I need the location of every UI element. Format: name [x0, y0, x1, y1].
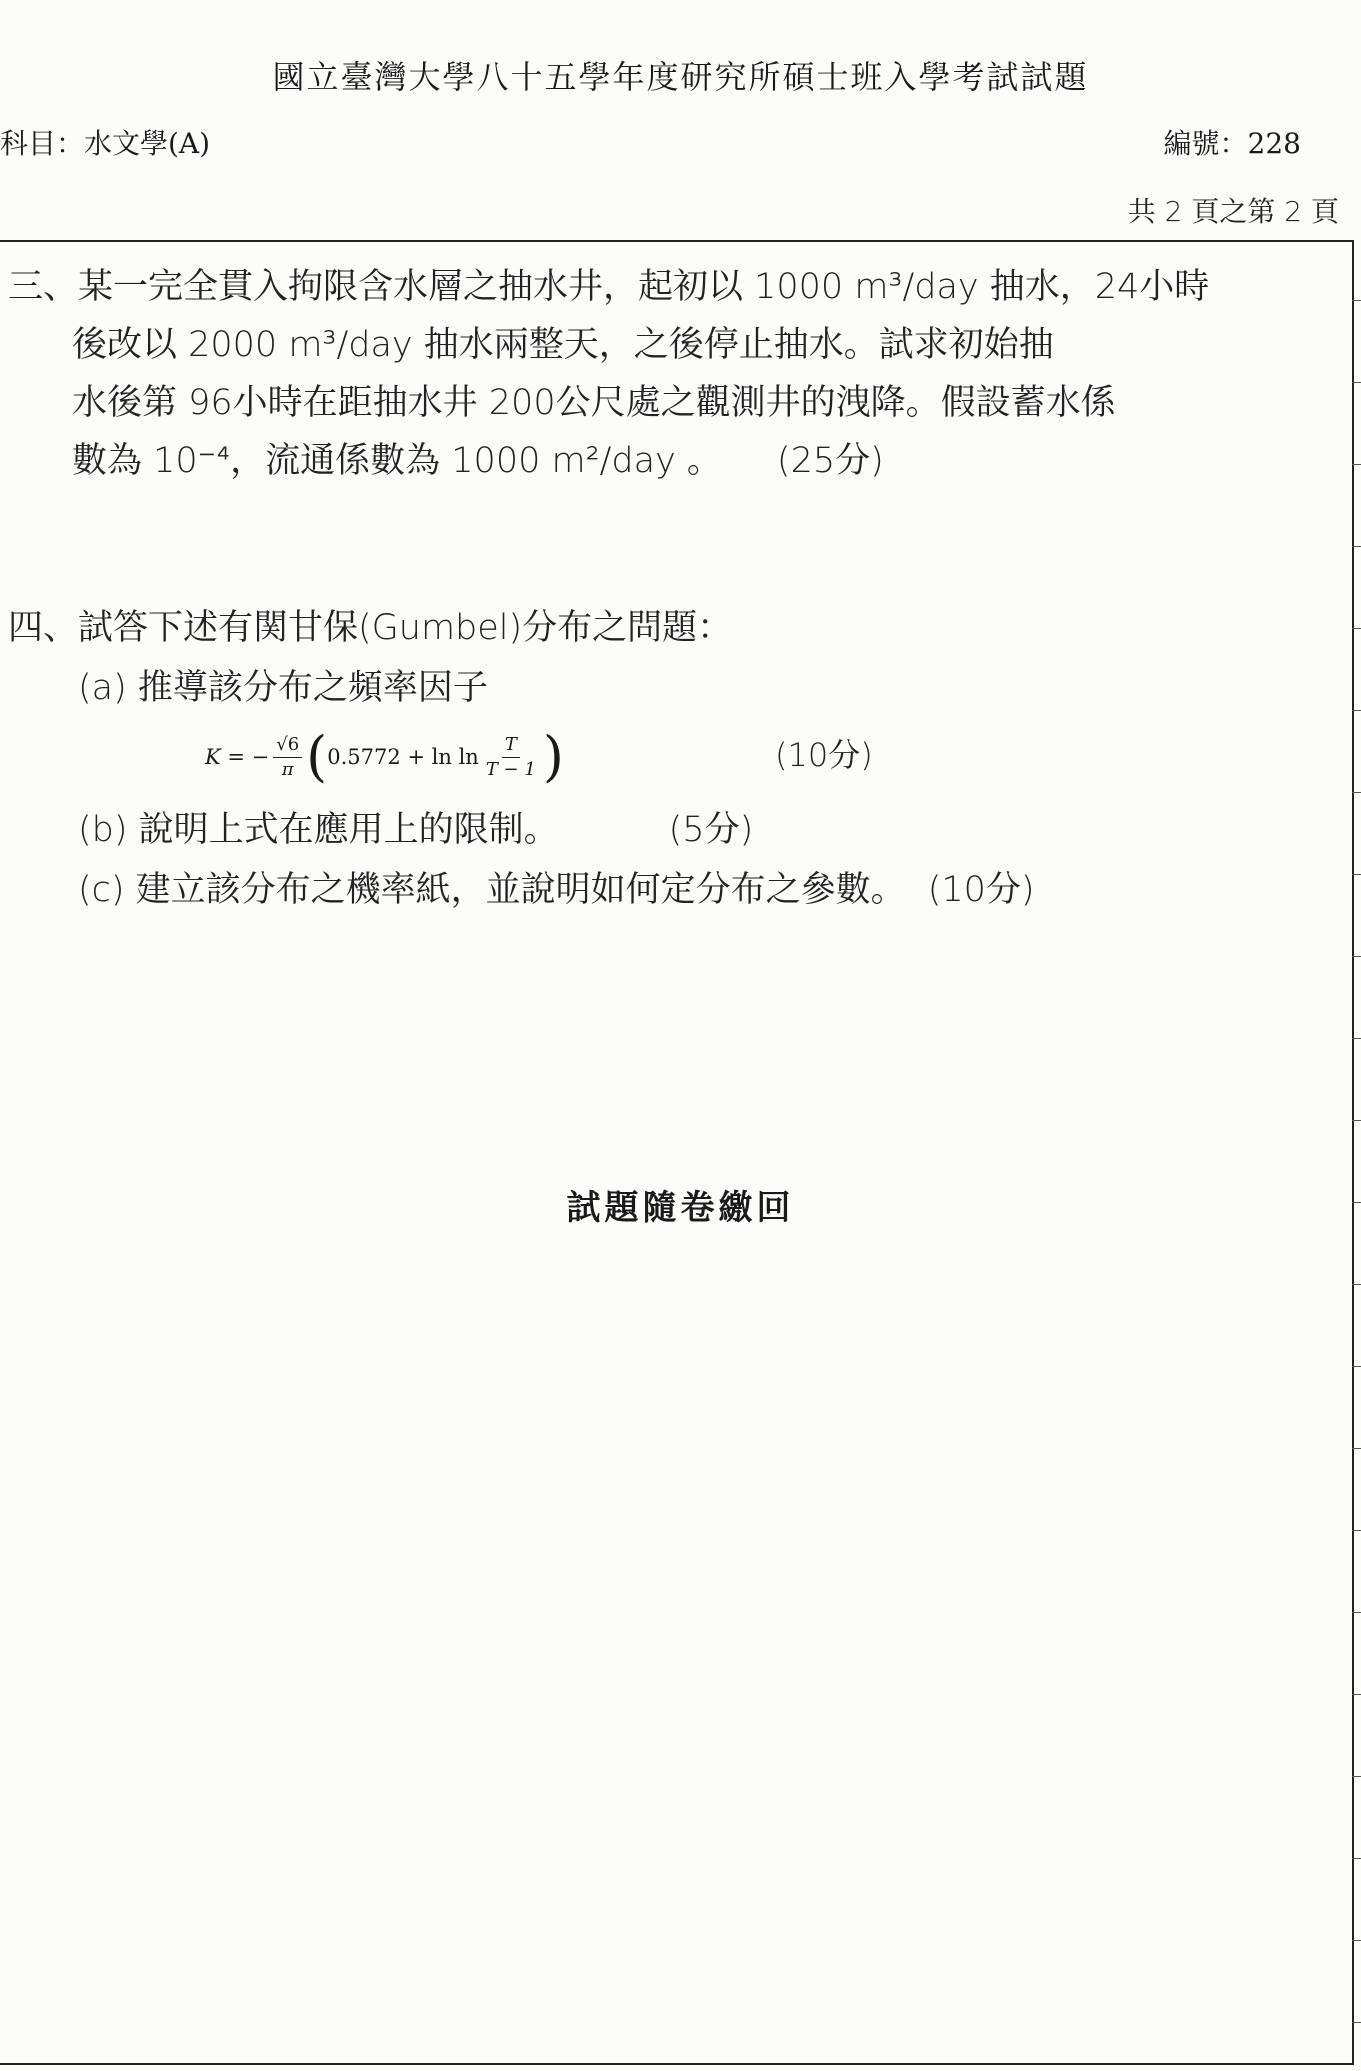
part-a-score: (10分) — [775, 736, 873, 774]
question-4 — [8, 598, 1328, 718]
exam-code: 編號：228 — [1163, 127, 1301, 160]
exam-title: 國立臺灣大學八十五學年度研究所碩士班入學考試試題 — [272, 58, 1089, 96]
part-c-text: (c) 建立該分布之機率紙，並說明如何定分布之參數。 — [78, 870, 906, 910]
formula-coefficient — [273, 733, 302, 782]
margin-tick — [1352, 874, 1361, 875]
formula-pi: π — [281, 758, 294, 780]
page-count: 共 2 頁之第 2 頁 — [1127, 195, 1339, 228]
margin-tick — [1352, 1694, 1361, 1695]
formula-constant: 0.5772 + ln ln — [327, 745, 479, 769]
part-b-text: (b) 說明上式在應用上的限制。 — [78, 810, 559, 850]
return-paper-note: 試題隨卷繳回 — [566, 1188, 795, 1228]
margin-tick — [1352, 382, 1361, 383]
margin-tick — [1352, 792, 1361, 793]
margin-tick — [1352, 1366, 1361, 1367]
formula-right-paren: ) — [542, 725, 564, 788]
formula-left-paren: ( — [306, 725, 328, 788]
margin-tick — [1352, 300, 1361, 301]
margin-tick — [1352, 1940, 1361, 1941]
margin-tick — [1352, 546, 1361, 547]
margin-tick — [1352, 1776, 1361, 1777]
question-4-part-c — [8, 860, 1328, 920]
margin-tick — [1352, 710, 1361, 711]
question-4-title: 四、試答下述有関甘保(Gumbel)分布之問題： — [8, 608, 733, 648]
gumbel-formula-row — [205, 712, 1205, 802]
question-3-line-4-text: 數為 10⁻⁴，流通係數為 1000 m²/day 。 — [72, 441, 722, 481]
gumbel-frequency-factor-formula — [205, 712, 564, 802]
formula-sqrt6: √6 — [273, 733, 302, 758]
part-b-score: (5分) — [668, 810, 754, 850]
question-4-parts-bc — [8, 800, 1328, 920]
question-3 — [8, 258, 1328, 490]
margin-tick — [1352, 1038, 1361, 1039]
question-3-line-4 — [8, 432, 1328, 490]
margin-tick — [1352, 1530, 1361, 1531]
question-3-line-2: 後改以 2000 m³/day 抽水兩整天，之後停止抽水。試求初始抽 — [72, 325, 1054, 365]
margin-tick — [1352, 1612, 1361, 1613]
question-3-score: (25分) — [776, 441, 884, 481]
formula-lhs: K = − — [205, 745, 270, 769]
question-3-line-1: 三、某一完全貫入拘限含水層之抽水井，起初以 1000 m³/day 抽水，24小時 — [8, 267, 1210, 307]
formula-T: T — [502, 733, 520, 758]
part-c-score: (10分) — [927, 870, 1035, 910]
answer-frame — [0, 240, 1354, 2065]
margin-tick — [1352, 1448, 1361, 1449]
margin-tick — [1352, 956, 1361, 957]
subject-label: 科目：水文學(A) — [0, 127, 211, 160]
margin-tick — [1352, 2022, 1361, 2023]
margin-tick — [1352, 628, 1361, 629]
question-3-line-3: 水後第 96小時在距抽水井 200公尺處之觀測井的洩降。假設蓄水係 — [72, 383, 1116, 423]
formula-T-minus-1: T − 1 — [485, 758, 536, 780]
formula-return-period-fraction — [483, 733, 539, 782]
margin-tick — [1352, 1120, 1361, 1121]
margin-tick — [1352, 464, 1361, 465]
question-4-part-a: (a) 推導該分布之頻率因子 — [78, 668, 488, 708]
question-4-part-b — [8, 800, 1328, 860]
margin-tick — [1352, 1284, 1361, 1285]
margin-ticks — [1351, 240, 1361, 2065]
margin-tick — [1352, 1858, 1361, 1859]
